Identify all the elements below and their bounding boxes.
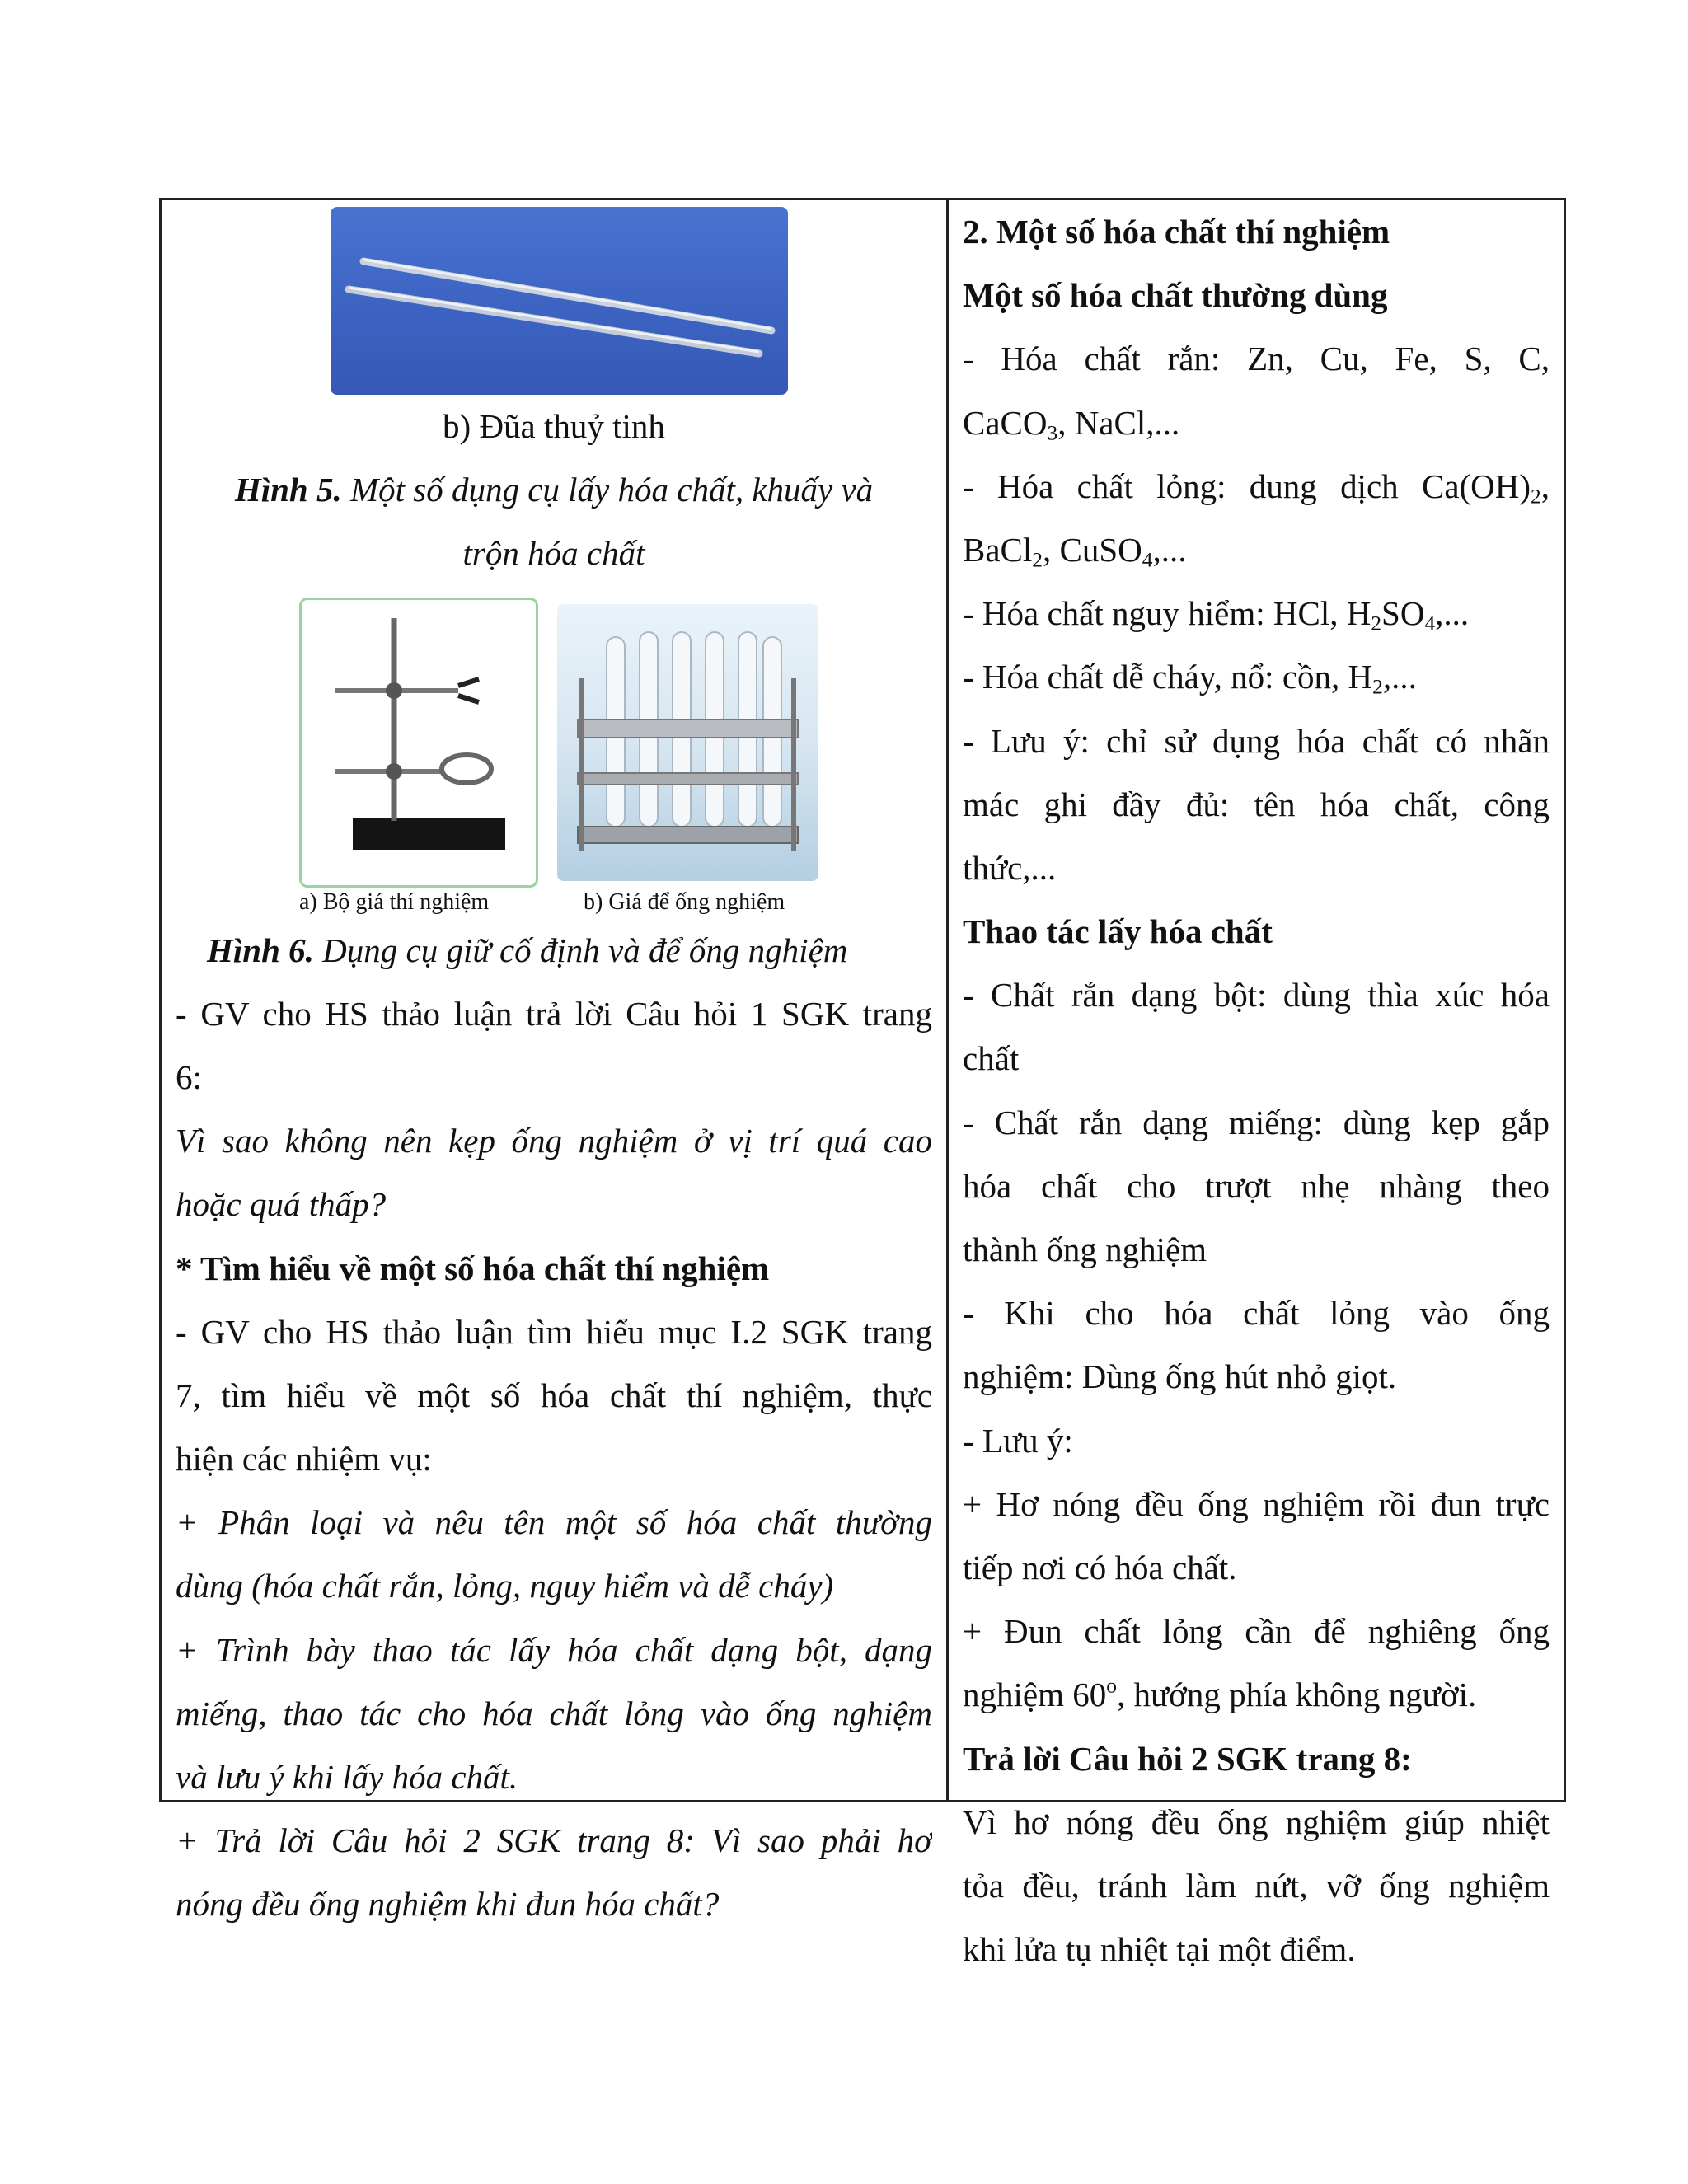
formula-part: CaCO (963, 403, 1048, 442)
formula-part: SO (1381, 594, 1425, 633)
question-line: hoặc quá thấp? (176, 1185, 387, 1224)
task-line: miếng, thao tác cho hóa chất lỏng vào ống nghiệm (176, 1694, 932, 1732)
subscript: 2 (1371, 612, 1382, 635)
figure-6 (176, 586, 932, 919)
fig6-caption-a: a) Bộ giá thí nghiệm (299, 888, 490, 915)
answer-title: Trả lời Câu hỏi 2 SGK trang 8: (963, 1739, 1412, 1778)
text-line: khi lửa tụ nhiệt tại một điểm. (963, 1930, 1356, 1969)
text-line (963, 645, 1550, 709)
fig6-caption-b: b) Giá để ống nghiệm (584, 888, 785, 915)
subheading: Thao tác lấy hóa chất (963, 912, 1273, 951)
fig6-title-text: Dụng cụ giữ cố định và để ống nghiệm (313, 930, 848, 969)
subscript: 4 (1142, 548, 1153, 572)
text-line (963, 391, 1550, 455)
text-line: - Lưu ý: (963, 1421, 1073, 1460)
fig5-title-text: Một số dụng cụ lấy hóa chất, khuấy và (341, 471, 874, 509)
text-line: hóa chất cho trượt nhẹ nhàng theo (963, 1166, 1550, 1205)
text-line: 7, tìm hiểu về một số hóa chất thí nghiệm, thực (176, 1376, 932, 1414)
text-line: nghiệm: Dùng ống hút nhỏ giọt. (963, 1357, 1397, 1396)
text-line: - Lưu ý: chỉ sử dụng hóa chất có nhãn (963, 721, 1550, 760)
test-tube-rack-photo (557, 604, 818, 881)
text-line: chất (963, 1039, 1020, 1078)
glass-rod-photo (331, 207, 788, 395)
formula-part: - Hóa chất dễ cháy, nổ: cồn, H (963, 658, 1373, 696)
task-line: + Phân loại và nêu tên một số hóa chất thường (176, 1503, 932, 1542)
fig6-title-label: Hình 6. (207, 930, 314, 969)
text-line: 6: (176, 1057, 202, 1096)
text-line: - GV cho HS thảo luận tìm hiểu mục I.2 SGK trang (176, 1312, 932, 1351)
formula-part: ,... (1382, 658, 1417, 696)
subscript: 2 (1372, 675, 1383, 699)
text-line: - Chất rắn dạng miếng: dùng kẹp gắp (963, 1103, 1550, 1141)
text-line: mác ghi đầy đủ: tên hóa chất, công (963, 785, 1550, 823)
task-line: dùng (hóa chất rắn, lỏng, nguy hiểm và dễ cháy) (176, 1567, 834, 1605)
text-line: thành ống nghiệm (963, 1230, 1207, 1268)
superscript: o (1106, 1674, 1117, 1698)
right-column (949, 200, 1564, 1969)
subheading: Một số hóa chất thường dùng (963, 276, 1388, 315)
formula-part: ,... (1435, 594, 1470, 633)
subscript: 2 (1032, 548, 1043, 572)
text-line (963, 455, 1550, 518)
formula-part: , NaCl,... (1057, 403, 1180, 442)
formula-part: BaCl (963, 530, 1033, 569)
task-line: và lưu ý khi lấy hóa chất. (176, 1758, 518, 1796)
formula-part: - Hóa chất lỏng: dung dịch Ca(OH) (963, 466, 1531, 505)
fig5-title-label: Hình 5. (234, 471, 342, 509)
subscript: 4 (1424, 612, 1436, 635)
task-line: + Trình bày thao tác lấy hóa chất dạng bột, dạng (176, 1630, 932, 1669)
section-heading: * Tìm hiểu về một số hóa chất thí nghiệm (176, 1249, 770, 1287)
formula-part: , (1540, 466, 1550, 505)
fig5-title (176, 458, 932, 522)
figure-5 (176, 207, 932, 395)
formula-part: nghiệm 60 (963, 1675, 1107, 1714)
text-line: + Đun chất lỏng cần để nghiêng ống (963, 1612, 1550, 1651)
text-line: - GV cho HS thảo luận trả lời Câu hỏi 1 SGK trang (176, 994, 932, 1033)
section-title: 2. Một số hóa chất thí nghiệm (963, 213, 1390, 251)
text-line: - Khi cho hóa chất lỏng vào ống (963, 1294, 1550, 1333)
fig5-caption: b) Đũa thuỷ tinh (443, 407, 665, 445)
task-line: + Trả lời Câu hỏi 2 SGK trang 8: Vì sao phải hơ (176, 1821, 932, 1860)
text-line (963, 582, 1550, 645)
lesson-table (159, 198, 1566, 1969)
subscript: 3 (1047, 420, 1058, 444)
text-line (963, 518, 1550, 582)
text-line: - Hóa chất rắn: Zn, Cu, Fe, S, C, (963, 340, 1550, 378)
task-line: nóng đều ống nghiệm khi đun hóa chất? (176, 1885, 720, 1924)
lab-stand-photo (299, 598, 538, 888)
formula-part: , hướng phía không người. (1116, 1675, 1477, 1714)
text-line: thức,... (963, 848, 1057, 887)
fig5-title-cont: trộn hóa chất (462, 534, 645, 573)
text-line (963, 1663, 1550, 1727)
formula-part: , CuSO (1043, 530, 1142, 569)
fig6-title (176, 919, 932, 982)
question-line: Vì sao không nên kẹp ống nghiệm ở vị trí quá cao (176, 1122, 932, 1160)
text-line: + Hơ nóng đều ống nghiệm rồi đun trực (963, 1484, 1550, 1523)
text-line: tiếp nơi có hóa chất. (963, 1548, 1237, 1586)
text-line: tỏa đều, tránh làm nứt, vỡ ống nghiệm (963, 1866, 1550, 1905)
formula-part: - Hóa chất nguy hiểm: HCl, H (963, 594, 1372, 633)
left-column (162, 200, 949, 1924)
text-line: - Chất rắn dạng bột: dùng thìa xúc hóa (963, 976, 1550, 1015)
text-line: hiện các nhiệm vụ: (176, 1440, 432, 1479)
formula-part: ,... (1152, 530, 1187, 569)
subscript: 2 (1531, 485, 1541, 509)
text-line: Vì hơ nóng đều ống nghiệm giúp nhiệt (963, 1802, 1550, 1841)
